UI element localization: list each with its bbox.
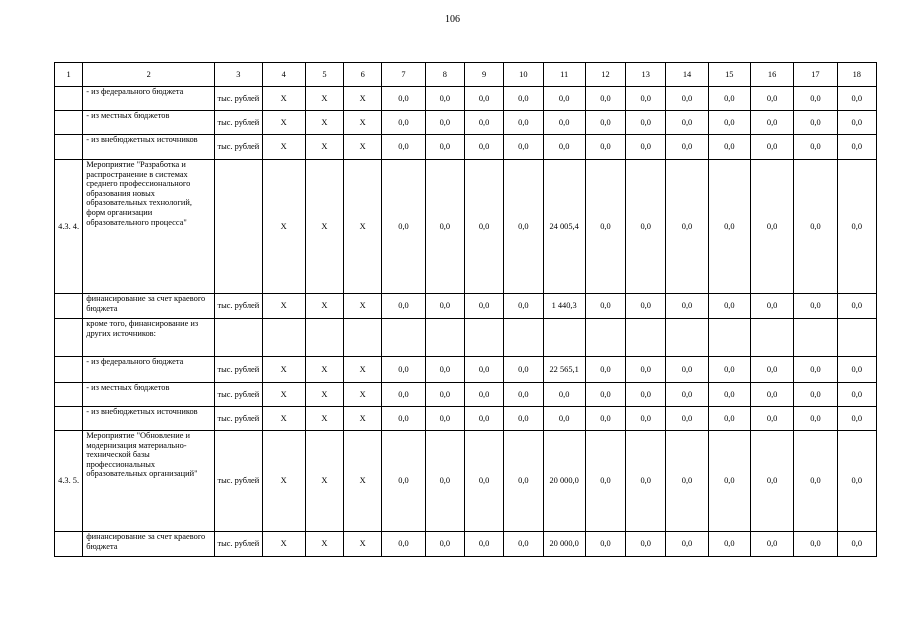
value-cell-col-10: 0,0 xyxy=(504,532,543,557)
header-cell-col-17: 17 xyxy=(794,63,837,87)
row-number-cell xyxy=(55,294,83,319)
row-number-cell xyxy=(55,532,83,557)
value-cell-col-5: Х xyxy=(305,294,343,319)
row-name-cell: - из федерального бюджета xyxy=(83,87,215,111)
unit-cell: тыс. рублей xyxy=(215,383,262,407)
value-cell-col-15: 0,0 xyxy=(708,294,750,319)
value-cell-col-6: Х xyxy=(344,532,382,557)
value-cell-col-13: 0,0 xyxy=(626,111,666,135)
value-cell-col-16: 0,0 xyxy=(750,357,793,383)
value-cell-col-14: 0,0 xyxy=(666,532,708,557)
value-cell-col-14: 0,0 xyxy=(666,294,708,319)
value-cell-col-9: 0,0 xyxy=(464,383,503,407)
value-cell-col-15: 0,0 xyxy=(708,135,750,160)
value-cell-col-17: 0,0 xyxy=(794,357,837,383)
value-cell-col-9: 0,0 xyxy=(464,160,503,294)
row-number-cell xyxy=(55,383,83,407)
row-name-cell: - из федерального бюджета xyxy=(83,357,215,383)
row-name-cell: Мероприятие "Разработка и распространение в системах среднего профессионального образования новых образовательных технологий, форм организации образовательного процесса" xyxy=(83,160,215,294)
unit-cell xyxy=(215,160,262,294)
value-cell-col-16 xyxy=(750,319,793,357)
unit-cell: тыс. рублей xyxy=(215,294,262,319)
value-cell-col-6 xyxy=(344,319,382,357)
value-cell-col-5: Х xyxy=(305,383,343,407)
value-cell-col-8: 0,0 xyxy=(425,294,464,319)
value-cell-col-12: 0,0 xyxy=(585,357,625,383)
value-cell-col-17: 0,0 xyxy=(794,135,837,160)
table-row xyxy=(55,319,877,357)
value-cell-col-9: 0,0 xyxy=(464,532,503,557)
value-cell-col-18: 0,0 xyxy=(837,407,876,431)
value-cell-col-8: 0,0 xyxy=(425,431,464,532)
value-cell-col-18: 0,0 xyxy=(837,160,876,294)
value-cell-col-13 xyxy=(626,319,666,357)
value-cell-col-10: 0,0 xyxy=(504,407,543,431)
value-cell-col-13: 0,0 xyxy=(626,135,666,160)
value-cell-col-16: 0,0 xyxy=(750,532,793,557)
value-cell-col-4: Х xyxy=(262,294,305,319)
value-cell-col-16: 0,0 xyxy=(750,431,793,532)
value-cell-col-12: 0,0 xyxy=(585,383,625,407)
value-cell-col-12 xyxy=(585,319,625,357)
value-cell-col-4: Х xyxy=(262,407,305,431)
header-cell-col-2: 2 xyxy=(83,63,215,87)
value-cell-col-15: 0,0 xyxy=(708,160,750,294)
header-cell-col-15: 15 xyxy=(708,63,750,87)
value-cell-col-5: Х xyxy=(305,135,343,160)
table-row xyxy=(55,532,877,557)
row-name-cell: - из внебюджетных источников xyxy=(83,135,215,160)
value-cell-col-16: 0,0 xyxy=(750,294,793,319)
header-cell-col-8: 8 xyxy=(425,63,464,87)
value-cell-col-18: 0,0 xyxy=(837,87,876,111)
value-cell-col-7: 0,0 xyxy=(382,160,425,294)
value-cell-col-8: 0,0 xyxy=(425,532,464,557)
value-cell-col-11: 0,0 xyxy=(543,111,585,135)
value-cell-col-18: 0,0 xyxy=(837,532,876,557)
value-cell-col-6: Х xyxy=(344,383,382,407)
value-cell-col-11 xyxy=(543,319,585,357)
value-cell-col-17: 0,0 xyxy=(794,383,837,407)
row-number-cell xyxy=(55,319,83,357)
row-name-cell: Мероприятие "Обновление и модернизация материально-технической базы профессиональных образовательных организаций" xyxy=(83,431,215,532)
row-name-cell: финансирование за счет краевого бюджета xyxy=(83,532,215,557)
value-cell-col-18: 0,0 xyxy=(837,135,876,160)
table-row xyxy=(55,407,877,431)
value-cell-col-8: 0,0 xyxy=(425,160,464,294)
value-cell-col-13: 0,0 xyxy=(626,160,666,294)
value-cell-col-18: 0,0 xyxy=(837,431,876,532)
table-row xyxy=(55,160,877,294)
header-cell-col-7: 7 xyxy=(382,63,425,87)
value-cell-col-6: Х xyxy=(344,407,382,431)
header-cell-col-3: 3 xyxy=(215,63,262,87)
table-row xyxy=(55,87,877,111)
row-name-cell: - из внебюджетных источников xyxy=(83,407,215,431)
value-cell-col-13: 0,0 xyxy=(626,431,666,532)
value-cell-col-5: Х xyxy=(305,532,343,557)
page-number: 106 xyxy=(445,14,460,25)
value-cell-col-7: 0,0 xyxy=(382,135,425,160)
value-cell-col-8: 0,0 xyxy=(425,111,464,135)
value-cell-col-13: 0,0 xyxy=(626,407,666,431)
value-cell-col-5: Х xyxy=(305,357,343,383)
value-cell-col-6: Х xyxy=(344,294,382,319)
value-cell-col-15: 0,0 xyxy=(708,532,750,557)
row-name-cell: - из местных бюджетов xyxy=(83,383,215,407)
value-cell-col-6: Х xyxy=(344,87,382,111)
header-cell-col-1: 1 xyxy=(55,63,83,87)
value-cell-col-14: 0,0 xyxy=(666,160,708,294)
value-cell-col-12: 0,0 xyxy=(585,294,625,319)
value-cell-col-13: 0,0 xyxy=(626,383,666,407)
value-cell-col-18 xyxy=(837,319,876,357)
value-cell-col-17: 0,0 xyxy=(794,294,837,319)
value-cell-col-4: Х xyxy=(262,135,305,160)
value-cell-col-7: 0,0 xyxy=(382,383,425,407)
value-cell-col-9: 0,0 xyxy=(464,135,503,160)
value-cell-col-5 xyxy=(305,319,343,357)
value-cell-col-16: 0,0 xyxy=(750,111,793,135)
value-cell-col-15: 0,0 xyxy=(708,407,750,431)
value-cell-col-9: 0,0 xyxy=(464,111,503,135)
unit-cell xyxy=(215,319,262,357)
value-cell-col-11: 20 000,0 xyxy=(543,431,585,532)
value-cell-col-6: Х xyxy=(344,160,382,294)
header-cell-col-5: 5 xyxy=(305,63,343,87)
value-cell-col-12: 0,0 xyxy=(585,407,625,431)
value-cell-col-16: 0,0 xyxy=(750,87,793,111)
value-cell-col-17: 0,0 xyxy=(794,87,837,111)
value-cell-col-12: 0,0 xyxy=(585,111,625,135)
value-cell-col-8: 0,0 xyxy=(425,383,464,407)
value-cell-col-17: 0,0 xyxy=(794,407,837,431)
value-cell-col-5: Х xyxy=(305,160,343,294)
value-cell-col-11: 1 440,3 xyxy=(543,294,585,319)
value-cell-col-13: 0,0 xyxy=(626,87,666,111)
value-cell-col-8: 0,0 xyxy=(425,357,464,383)
value-cell-col-16: 0,0 xyxy=(750,407,793,431)
value-cell-col-7: 0,0 xyxy=(382,431,425,532)
value-cell-col-4: Х xyxy=(262,357,305,383)
value-cell-col-9: 0,0 xyxy=(464,357,503,383)
value-cell-col-9: 0,0 xyxy=(464,87,503,111)
value-cell-col-9 xyxy=(464,319,503,357)
value-cell-col-6: Х xyxy=(344,111,382,135)
value-cell-col-14 xyxy=(666,319,708,357)
value-cell-col-18: 0,0 xyxy=(837,294,876,319)
value-cell-col-7: 0,0 xyxy=(382,407,425,431)
value-cell-col-12: 0,0 xyxy=(585,87,625,111)
value-cell-col-12: 0,0 xyxy=(585,532,625,557)
value-cell-col-4: Х xyxy=(262,383,305,407)
value-cell-col-10: 0,0 xyxy=(504,357,543,383)
value-cell-col-10: 0,0 xyxy=(504,160,543,294)
value-cell-col-17: 0,0 xyxy=(794,111,837,135)
value-cell-col-15: 0,0 xyxy=(708,111,750,135)
value-cell-col-18: 0,0 xyxy=(837,111,876,135)
value-cell-col-11: 0,0 xyxy=(543,407,585,431)
value-cell-col-11: 20 000,0 xyxy=(543,532,585,557)
value-cell-col-8: 0,0 xyxy=(425,87,464,111)
value-cell-col-11: 0,0 xyxy=(543,135,585,160)
value-cell-col-8: 0,0 xyxy=(425,135,464,160)
row-number-cell xyxy=(55,357,83,383)
header-cell-col-13: 13 xyxy=(626,63,666,87)
table-row xyxy=(55,111,877,135)
value-cell-col-11: 22 565,1 xyxy=(543,357,585,383)
value-cell-col-12: 0,0 xyxy=(585,160,625,294)
value-cell-col-18: 0,0 xyxy=(837,357,876,383)
value-cell-col-11: 0,0 xyxy=(543,383,585,407)
value-cell-col-5: Х xyxy=(305,111,343,135)
value-cell-col-7: 0,0 xyxy=(382,87,425,111)
header-cell-col-10: 10 xyxy=(504,63,543,87)
value-cell-col-12: 0,0 xyxy=(585,431,625,532)
header-cell-col-11: 11 xyxy=(543,63,585,87)
row-number-cell xyxy=(55,135,83,160)
value-cell-col-16: 0,0 xyxy=(750,135,793,160)
table-row xyxy=(55,383,877,407)
value-cell-col-13: 0,0 xyxy=(626,357,666,383)
table-row xyxy=(55,431,877,532)
unit-cell: тыс. рублей xyxy=(215,111,262,135)
header-cell-col-6: 6 xyxy=(344,63,382,87)
value-cell-col-10: 0,0 xyxy=(504,431,543,532)
value-cell-col-4: Х xyxy=(262,87,305,111)
value-cell-col-14: 0,0 xyxy=(666,431,708,532)
table-row xyxy=(55,135,877,160)
unit-cell: тыс. рублей xyxy=(215,87,262,111)
row-name-cell: кроме того, финансирование из других источников: xyxy=(83,319,215,357)
value-cell-col-15: 0,0 xyxy=(708,431,750,532)
value-cell-col-5: Х xyxy=(305,87,343,111)
row-number-cell xyxy=(55,87,83,111)
value-cell-col-15: 0,0 xyxy=(708,383,750,407)
header-cell-col-4: 4 xyxy=(262,63,305,87)
value-cell-col-18: 0,0 xyxy=(837,383,876,407)
value-cell-col-17: 0,0 xyxy=(794,160,837,294)
value-cell-col-4: Х xyxy=(262,160,305,294)
value-cell-col-8: 0,0 xyxy=(425,407,464,431)
value-cell-col-10 xyxy=(504,319,543,357)
value-cell-col-14: 0,0 xyxy=(666,357,708,383)
unit-cell: тыс. рублей xyxy=(215,431,262,532)
value-cell-col-14: 0,0 xyxy=(666,135,708,160)
value-cell-col-16: 0,0 xyxy=(750,383,793,407)
value-cell-col-15: 0,0 xyxy=(708,357,750,383)
value-cell-col-17: 0,0 xyxy=(794,532,837,557)
value-cell-col-14: 0,0 xyxy=(666,407,708,431)
budget-table xyxy=(54,62,877,557)
value-cell-col-6: Х xyxy=(344,431,382,532)
value-cell-col-12: 0,0 xyxy=(585,135,625,160)
value-cell-col-4: Х xyxy=(262,431,305,532)
row-name-cell: - из местных бюджетов xyxy=(83,111,215,135)
value-cell-col-5: Х xyxy=(305,431,343,532)
value-cell-col-15: 0,0 xyxy=(708,87,750,111)
value-cell-col-10: 0,0 xyxy=(504,87,543,111)
value-cell-col-10: 0,0 xyxy=(504,294,543,319)
value-cell-col-9: 0,0 xyxy=(464,407,503,431)
header-cell-col-18: 18 xyxy=(837,63,876,87)
header-cell-col-14: 14 xyxy=(666,63,708,87)
value-cell-col-13: 0,0 xyxy=(626,532,666,557)
value-cell-col-10: 0,0 xyxy=(504,135,543,160)
value-cell-col-7: 0,0 xyxy=(382,111,425,135)
row-number-cell: 4.3. 4. xyxy=(55,160,83,294)
header-cell-col-9: 9 xyxy=(464,63,503,87)
header-row xyxy=(55,63,877,87)
value-cell-col-4: Х xyxy=(262,532,305,557)
value-cell-col-10: 0,0 xyxy=(504,383,543,407)
value-cell-col-16: 0,0 xyxy=(750,160,793,294)
header-cell-col-16: 16 xyxy=(750,63,793,87)
unit-cell: тыс. рублей xyxy=(215,407,262,431)
value-cell-col-8 xyxy=(425,319,464,357)
unit-cell: тыс. рублей xyxy=(215,135,262,160)
value-cell-col-4: Х xyxy=(262,111,305,135)
value-cell-col-9: 0,0 xyxy=(464,431,503,532)
value-cell-col-14: 0,0 xyxy=(666,383,708,407)
row-name-cell: финансирование за счет краевого бюджета xyxy=(83,294,215,319)
value-cell-col-14: 0,0 xyxy=(666,111,708,135)
table-body xyxy=(55,63,877,557)
value-cell-col-11: 0,0 xyxy=(543,87,585,111)
value-cell-col-6: Х xyxy=(344,357,382,383)
value-cell-col-17: 0,0 xyxy=(794,431,837,532)
value-cell-col-7: 0,0 xyxy=(382,532,425,557)
value-cell-col-15 xyxy=(708,319,750,357)
header-cell-col-12: 12 xyxy=(585,63,625,87)
value-cell-col-14: 0,0 xyxy=(666,87,708,111)
value-cell-col-7: 0,0 xyxy=(382,294,425,319)
value-cell-col-4 xyxy=(262,319,305,357)
value-cell-col-10: 0,0 xyxy=(504,111,543,135)
table-row xyxy=(55,357,877,383)
row-number-cell xyxy=(55,407,83,431)
value-cell-col-7 xyxy=(382,319,425,357)
row-number-cell: 4.3. 5. xyxy=(55,431,83,532)
value-cell-col-13: 0,0 xyxy=(626,294,666,319)
value-cell-col-17 xyxy=(794,319,837,357)
value-cell-col-6: Х xyxy=(344,135,382,160)
table-row xyxy=(55,294,877,319)
value-cell-col-7: 0,0 xyxy=(382,357,425,383)
value-cell-col-11: 24 005,4 xyxy=(543,160,585,294)
row-number-cell xyxy=(55,111,83,135)
value-cell-col-9: 0,0 xyxy=(464,294,503,319)
value-cell-col-5: Х xyxy=(305,407,343,431)
unit-cell: тыс. рублей xyxy=(215,532,262,557)
unit-cell: тыс. рублей xyxy=(215,357,262,383)
